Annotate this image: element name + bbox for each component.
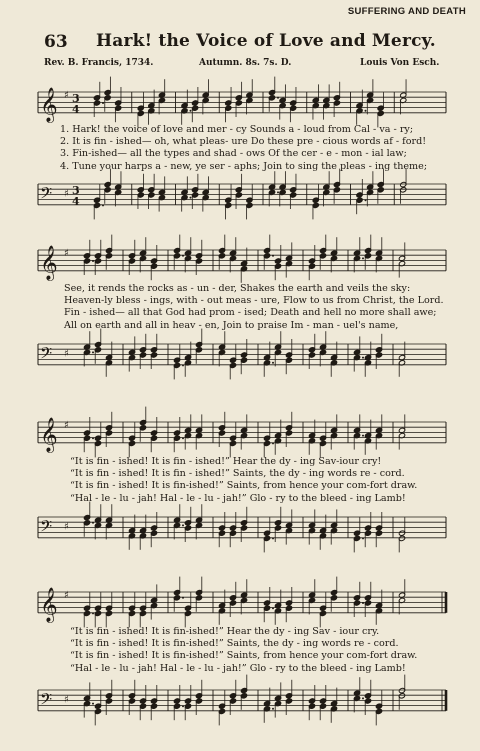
lyric-line: “It is fin - ished! It is fin-ished!” Saints, from hence your com-fort draw. [70, 480, 418, 492]
svg-text:4: 4 [72, 102, 80, 116]
sharp-icon: ♯ [64, 590, 69, 602]
bass-clef-icon: 𝄢 [40, 690, 53, 713]
sharp-icon: ♯ [64, 420, 69, 432]
lyric-line: Fin - ished— all that God had prom - ised; Death and hell no more shall awe; [64, 307, 437, 319]
treble-staff-2 [0, 230, 480, 288]
lyrics-block-3 [40, 456, 460, 505]
lyric-line: Heaven-ly bless - ings, with - out meas - ure, Flow to us from Christ, the Lord. [64, 295, 444, 307]
treble-staff-4 [0, 570, 480, 630]
svg-text:3: 3 [72, 91, 80, 105]
lyric-line: “Hal - le - lu - jah! Hal - le - lu - jah!” Glo - ry to the bleed - ing Lamb! [70, 492, 406, 504]
treble-clef-icon: 𝄞 [40, 417, 58, 453]
treble-staff-3 [0, 400, 480, 460]
lyric-line: “It is fin - ished! It is fin-ished!” Hear the dy - ing Sav - iour cry. [70, 626, 380, 637]
bass-clef-icon: 𝄢 [40, 517, 53, 540]
lyrics-block-4 [40, 626, 460, 675]
hymn-title: Hark! the Voice of Love and Mercy. [96, 31, 436, 51]
lyric-line: “It is fin - ished! It is fin - ished!” Hear the dy - ing Sav-iour cry! [70, 456, 382, 467]
lyric-line: 1. Hark! the voice of love and mer - cy Sounds a - loud from Cal - va - ry; [60, 124, 414, 135]
bass-staff-3 [0, 503, 480, 559]
lyric-line: 3. Fin-ished— all the types and shad - ows Of the cer - e - mon - ial law; [60, 148, 407, 160]
lyrics-block-2 [40, 283, 460, 332]
svg-text:3: 3 [72, 183, 80, 197]
lyric-line: “It is fin - ished! It is fin-ished!” Saints, from hence your com-fort draw. [70, 650, 418, 662]
sharp-icon: ♯ [64, 90, 69, 102]
bass-clef-icon: 𝄢 [40, 184, 53, 207]
lyrics-block-1 [40, 124, 460, 173]
tune-meter: Autumn. 8s. 7s. D. [199, 58, 292, 68]
lyric-line: 4. Tune your harps a - new, ye ser - aphs; Join to sing the pleas - ing theme; [60, 160, 428, 172]
lyric-line: All on earth and all in heav - en, Join to praise Im - man - uel's name, [64, 319, 399, 331]
lyric-line: “It is fin - ished! It is fin - ished!” Saints, the dy - ing words re - cord. [70, 468, 405, 480]
sharp-icon: ♯ [64, 694, 69, 706]
bass-clef-icon: 𝄢 [40, 344, 53, 367]
sharp-icon: ♯ [64, 248, 69, 260]
bass-staff-4 [0, 676, 480, 734]
sharp-icon: ♯ [64, 521, 69, 533]
lyric-line: See, it rends the rocks as - un - der, Shakes the earth and veils the sky: [64, 283, 411, 294]
lyric-line: “Hal - le - lu - jah! Hal - le - lu - jah!” Glo - ry to the bleed - ing Lamb! [70, 662, 406, 674]
svg-text:4: 4 [72, 194, 80, 208]
author-credit: Rev. B. Francis, 1734. [44, 58, 154, 68]
sharp-icon: ♯ [64, 348, 69, 360]
treble-clef-icon: 𝄞 [40, 87, 58, 123]
hymn-number: 63 [44, 32, 68, 52]
composer-credit: Louis Von Esch. [360, 58, 440, 68]
section-label: SUFFERING AND DEATH [347, 6, 466, 17]
sharp-icon: ♯ [64, 188, 69, 200]
bass-staff-1 [0, 170, 480, 226]
lyric-line: 2. It is fin - ished— oh, what pleas- ure Do these pre - cious words af - ford! [60, 136, 427, 148]
bass-staff-2 [0, 330, 480, 386]
treble-staff-1 [0, 72, 480, 132]
treble-clef-icon: 𝄞 [40, 245, 58, 281]
treble-clef-icon: 𝄞 [40, 587, 58, 623]
lyric-line: “It is fin - ished! It is fin-ished!” Saints, the dy - ing words re - cord. [70, 638, 399, 650]
